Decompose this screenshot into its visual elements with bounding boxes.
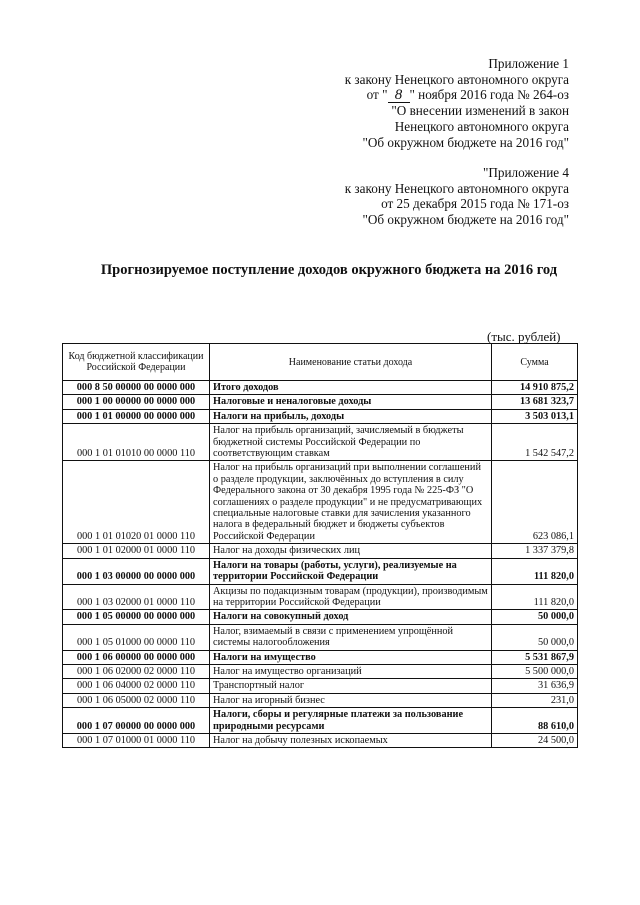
row-code: 000 1 01 01010 00 0000 110 bbox=[63, 424, 210, 461]
row-amount: 231,0 bbox=[492, 693, 578, 707]
row-code: 000 1 03 02000 01 0000 110 bbox=[63, 584, 210, 610]
row-amount: 13 681 323,7 bbox=[492, 395, 578, 409]
row-code: 000 1 06 05000 02 0000 110 bbox=[63, 693, 210, 707]
row-amount: 31 636,9 bbox=[492, 679, 578, 693]
row-name: Налог на прибыль организаций при выполнении соглашений о разделе продукции, заключённых до вступления в силу Федерального закона от 30 декабря 1995 года № 225-ФЗ "О соглашениях о разделе продукции" и не предусматривающих специальные налоговые ставки для зачисления указанного налога в федеральный бюджет и бюджеты субъектов Российской Федерации bbox=[210, 461, 492, 544]
appendix-1-title: Приложение 1 bbox=[488, 56, 569, 71]
document-title: Прогнозируемое поступление доходов окружного бюджета на 2016 год bbox=[100, 262, 558, 278]
date-prefix: от " bbox=[366, 87, 388, 103]
row-name: Налог на игорный бизнес bbox=[210, 693, 492, 707]
row-code: 000 8 50 00000 00 0000 000 bbox=[63, 381, 210, 395]
table-row bbox=[63, 461, 578, 544]
row-amount: 24 500,0 bbox=[492, 733, 578, 747]
table-row bbox=[63, 733, 578, 747]
row-amount: 5 531 867,9 bbox=[492, 650, 578, 664]
table-row bbox=[63, 650, 578, 664]
row-amount: 50 000,0 bbox=[492, 610, 578, 624]
table-row bbox=[63, 664, 578, 678]
table-header-row bbox=[63, 344, 578, 381]
row-code: 000 1 05 00000 00 0000 000 bbox=[63, 610, 210, 624]
row-name: Налог на имущество организаций bbox=[210, 664, 492, 678]
row-code: 000 1 00 00000 00 0000 000 bbox=[63, 395, 210, 409]
row-code: 000 1 01 00000 00 0000 000 bbox=[63, 409, 210, 423]
row-name: Итого доходов bbox=[210, 381, 492, 395]
row-amount: 111 820,0 bbox=[492, 558, 578, 584]
row-code: 000 1 07 01000 01 0000 110 bbox=[63, 733, 210, 747]
appendix-1-law-line: к закону Ненецкого автономного округа bbox=[344, 71, 569, 87]
revenue-table bbox=[62, 343, 578, 748]
table-row bbox=[63, 395, 578, 409]
row-name: Акцизы по подакцизным товарам (продукции), производимым на территории Российской Федерации bbox=[210, 584, 492, 610]
appendix-4-law-line: к закону Ненецкого автономного округа bbox=[344, 180, 569, 196]
row-amount: 1 337 379,8 bbox=[492, 544, 578, 558]
table-row bbox=[63, 610, 578, 624]
appendix-1-header bbox=[345, 56, 569, 151]
row-name: Налог на доходы физических лиц bbox=[210, 544, 492, 558]
table-row bbox=[63, 544, 578, 558]
appendix-4-date-line: от 25 декабря 2015 года № 171-оз bbox=[381, 196, 569, 212]
row-name: Налоги, сборы и регулярные платежи за пользование природными ресурсами bbox=[210, 708, 492, 734]
appendix-4-header bbox=[345, 165, 569, 228]
header-code: Код бюджетной классификации Российской Федерации bbox=[63, 344, 210, 381]
row-code: 000 1 06 00000 00 0000 000 bbox=[63, 650, 210, 664]
row-code: 000 1 06 04000 02 0000 110 bbox=[63, 679, 210, 693]
table-row bbox=[63, 584, 578, 610]
row-amount: 1 542 547,2 bbox=[492, 424, 578, 461]
row-amount: 623 086,1 bbox=[492, 461, 578, 544]
row-amount: 111 820,0 bbox=[492, 584, 578, 610]
row-name: Налоги на имущество bbox=[210, 650, 492, 664]
row-code: 000 1 01 02000 01 0000 110 bbox=[63, 544, 210, 558]
date-suffix: " ноября 2016 года № 264-оз bbox=[409, 87, 569, 103]
row-amount: 3 503 013,1 bbox=[492, 409, 578, 423]
table-row bbox=[63, 708, 578, 734]
row-name: Налоги на товары (работы, услуги), реализуемые на территории Российской Федерации bbox=[210, 558, 492, 584]
header-name: Наименование статьи дохода bbox=[210, 344, 492, 381]
row-code: 000 1 06 02000 02 0000 110 bbox=[63, 664, 210, 678]
table-row bbox=[63, 679, 578, 693]
row-name: Налоговые и неналоговые доходы bbox=[210, 395, 492, 409]
row-name: Налог на добычу полезных ископаемых bbox=[210, 733, 492, 747]
appendix-1-date-line bbox=[345, 87, 569, 103]
appendix-4-budget-line: "Об окружном бюджете на 2016 год" bbox=[362, 212, 569, 228]
table-row bbox=[63, 381, 578, 395]
table-row bbox=[63, 624, 578, 650]
table-row bbox=[63, 409, 578, 423]
units-label: (тыс. рублей) bbox=[487, 329, 561, 344]
row-code: 000 1 07 00000 00 0000 000 bbox=[63, 708, 210, 734]
appendix-1-amend-line: "О внесении изменений в закон bbox=[391, 103, 569, 119]
table-row bbox=[63, 424, 578, 461]
handwritten-date-day: 8 bbox=[388, 89, 410, 103]
appendix-1-okrug-line: Ненецкого автономного округа bbox=[394, 119, 569, 135]
row-amount: 14 910 875,2 bbox=[492, 381, 578, 395]
appendix-4-title: "Приложение 4 bbox=[482, 165, 569, 180]
row-amount: 5 500 000,0 bbox=[492, 664, 578, 678]
row-name: Налоги на совокупный доход bbox=[210, 610, 492, 624]
header-amount: Сумма bbox=[492, 344, 578, 381]
table-row bbox=[63, 693, 578, 707]
row-code: 000 1 05 01000 00 0000 110 bbox=[63, 624, 210, 650]
row-name: Налоги на прибыль, доходы bbox=[210, 409, 492, 423]
row-code: 000 1 01 01020 01 0000 110 bbox=[63, 461, 210, 544]
row-name: Налог на прибыль организаций, зачисляемый в бюджеты бюджетной системы Российской Федерации по соответствующим ставкам bbox=[210, 424, 492, 461]
table-row bbox=[63, 558, 578, 584]
row-amount: 88 610,0 bbox=[492, 708, 578, 734]
appendix-1-budget-line: "Об окружном бюджете на 2016 год" bbox=[362, 134, 569, 150]
row-amount: 50 000,0 bbox=[492, 624, 578, 650]
row-name: Транспортный налог bbox=[210, 679, 492, 693]
row-name: Налог, взимаемый в связи с применением упрощённой системы налогообложения bbox=[210, 624, 492, 650]
row-code: 000 1 03 00000 00 0000 000 bbox=[63, 558, 210, 584]
